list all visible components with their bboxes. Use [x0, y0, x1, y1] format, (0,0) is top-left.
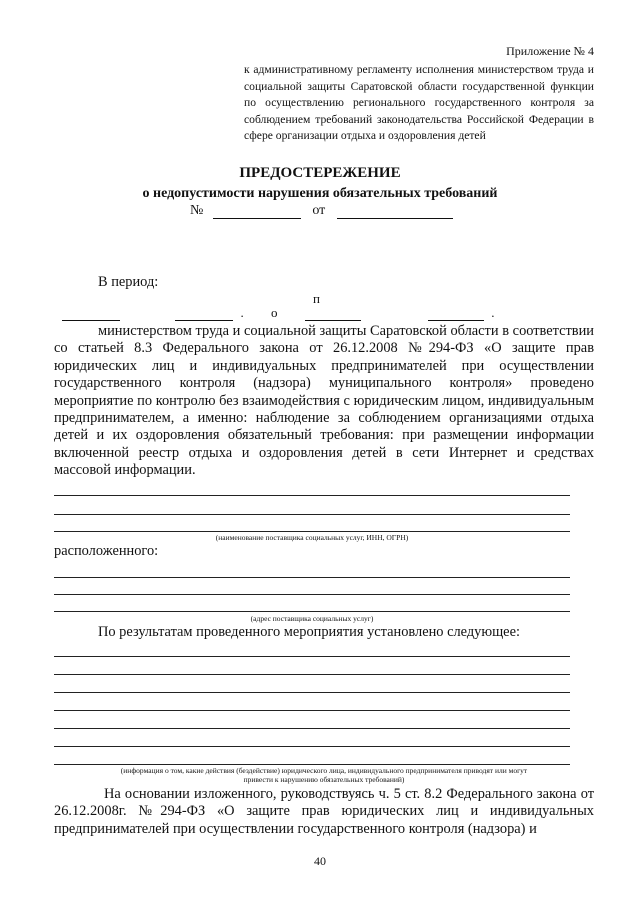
- main-paragraph: министерством труда и социальной защиты Саратовской области в соответствии со статьей 8.3 Федерального закона от 26.12.2008 №294-ФЗ «О защите прав юридических лиц и индивидуальных предпринимателей при осуществлении государственного контроля (надзора) муниципального контроля» проведено мероприятие по контролю без взаимодействия с юридическим лицом, индивидуальным предпринимателем, а именно: наблюдение за соблюдением организациями отдыха детей и их оздоровления обязательный требования: при размещении информации включенной реестр отдыха и оздоровления детей в сети Интернет и средствах массовой информации.: [54, 323, 594, 479]
- info-caption-line-2: привести к нарушению обязательных требований): [243, 775, 405, 784]
- result-line-1: [54, 656, 570, 657]
- period-label: В период:: [98, 274, 159, 290]
- result-line-5: [54, 728, 570, 729]
- month-from-blank: [175, 306, 233, 321]
- day-to-blank: [305, 306, 361, 321]
- result-line-3: [54, 692, 570, 693]
- month-to-blank: [428, 306, 484, 321]
- result-line-2: [54, 674, 570, 675]
- provider-line-3: [54, 531, 570, 532]
- day-from-blank: [62, 306, 120, 321]
- number-label: №: [190, 203, 204, 218]
- address-caption: (адрес поставщика социальных услуг): [250, 614, 374, 623]
- results-label: По результатам проведенного мероприятия установлено следующее:: [98, 624, 520, 640]
- address-line-1: [54, 577, 570, 578]
- appendix-title: Приложение № 4: [506, 44, 594, 58]
- period-o-letter: о: [271, 305, 278, 320]
- address-line-2: [54, 594, 570, 595]
- result-line-6: [54, 746, 570, 747]
- result-line-4: [54, 710, 570, 711]
- appendix-description: к административному регламенту исполнения министерством труда и социальной защиты Саратовской области государственной функции по осуществлению регионального государственного контроля за соблюдением требований законодательства Российской Федерации в сфере организации отдыха и оздоровления детей: [244, 63, 594, 143]
- document-title: ПРЕДОСТЕРЕЖЕНИЕ: [239, 165, 401, 181]
- basis-paragraph: На основании изложенного, руководствуясь ч. 5 ст. 8.2 Федерального закона от 26.12.2008г. №294-ФЗ «О защите прав юридических лиц и индивидуальных предпринимателей при осуществлении государственного контроля (надзора) и: [54, 786, 594, 837]
- provider-line-2: [54, 514, 570, 515]
- period-p-letter: п: [313, 291, 320, 306]
- dot-to: .: [491, 305, 495, 320]
- document-subtitle: о недопустимости нарушения обязательных требований: [142, 186, 498, 201]
- page-number: 40: [314, 854, 326, 868]
- provider-line-1: [54, 495, 570, 496]
- from-label: от: [312, 203, 326, 218]
- period-dates-row: [62, 305, 495, 321]
- number-date-row: [190, 203, 453, 219]
- address-line-3: [54, 611, 570, 612]
- date-blank: [337, 204, 453, 219]
- dot-from: .: [240, 305, 244, 320]
- result-line-7: [54, 764, 570, 765]
- info-caption-line-1: (информация о том, какие действия (бездействие) юридического лица, индивидуального предпринимателя приводят или могут: [120, 766, 528, 775]
- located-label: расположенного:: [54, 543, 159, 559]
- provider-caption: (наименование поставщика социальных услуг, ИНН, ОГРН): [215, 533, 409, 542]
- number-blank: [213, 204, 301, 219]
